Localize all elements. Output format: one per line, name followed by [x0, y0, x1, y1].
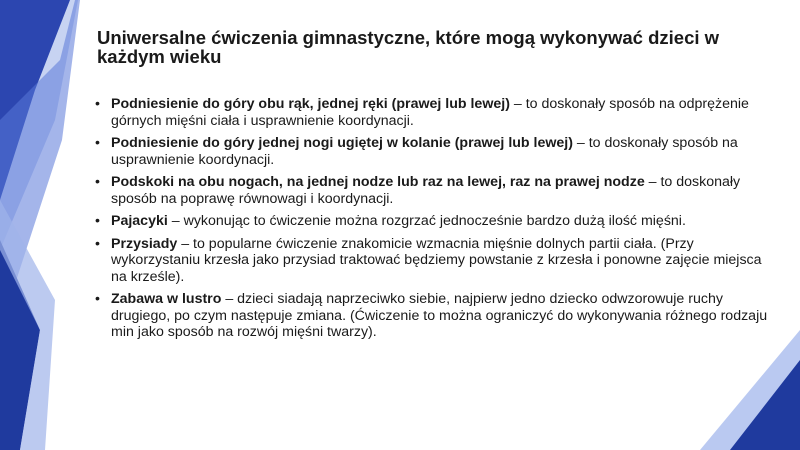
exercise-description: – to doskonały sposób na usprawnienie koordynacji.	[111, 135, 738, 168]
list-item	[95, 236, 770, 286]
list-item	[95, 174, 770, 207]
exercise-name: Pajacyki	[111, 213, 168, 229]
exercise-description: – dzieci siadają naprzeciwko siebie, najpierw jedno dziecko odwzorowuje ruchy drugiego, po czym następuje zmiana. (Ćwiczenie to można ograniczyć do wykonywania różnego rodzaju min jako sposób na rozwój mięśni twarzy).	[111, 291, 768, 340]
exercise-name: Przysiady	[111, 235, 178, 252]
bullet-dot: •	[95, 174, 100, 190]
exercise-description: – to doskonały sposób na poprawę równowagi i koordynacji.	[111, 174, 741, 207]
list-item	[95, 96, 770, 129]
bullet-dot: •	[95, 213, 100, 229]
exercise-description: – to doskonały sposób na odprężenie górnych mięśni ciała i usprawnienie koordynacji.	[111, 96, 749, 129]
bullet-dot: •	[95, 291, 100, 307]
exercise-description: – wykonując to ćwiczenie można rozgrzać jednocześnie bardzo dużą ilość mięśni.	[167, 213, 686, 229]
exercise-name: Zabawa w lustro	[111, 291, 222, 307]
bullet-dot: •	[95, 135, 100, 151]
bullet-dot: •	[95, 96, 100, 112]
exercise-description: – to popularne ćwiczenie znakomicie wzmacnia mięśnie dolnych partii ciała. (Przy wykorzystaniu krzesła jako przysiad traktować będziemy powstanie z krzesła i ponowne zajęcie miejsca na krześle).	[111, 235, 762, 285]
list-item	[95, 291, 770, 341]
exercise-list	[95, 96, 770, 347]
list-item	[95, 135, 770, 168]
exercise-name: Podskoki na obu nogach, na jednej nodze lub raz na lewej, raz na prawej nodze	[111, 174, 645, 190]
exercise-name: Podniesienie do góry jednej nogi ugiętej w kolanie (prawej lub lewej)	[111, 135, 573, 151]
exercise-name: Podniesienie do góry obu rąk, jednej ręki (prawej lub lewej)	[111, 96, 510, 112]
bullet-dot: •	[95, 235, 100, 252]
slide-title: Uniwersalne ćwiczenia gimnastyczne, które mogą wykonywać dzieci w każdym wieku	[97, 27, 720, 67]
list-item	[95, 213, 770, 230]
